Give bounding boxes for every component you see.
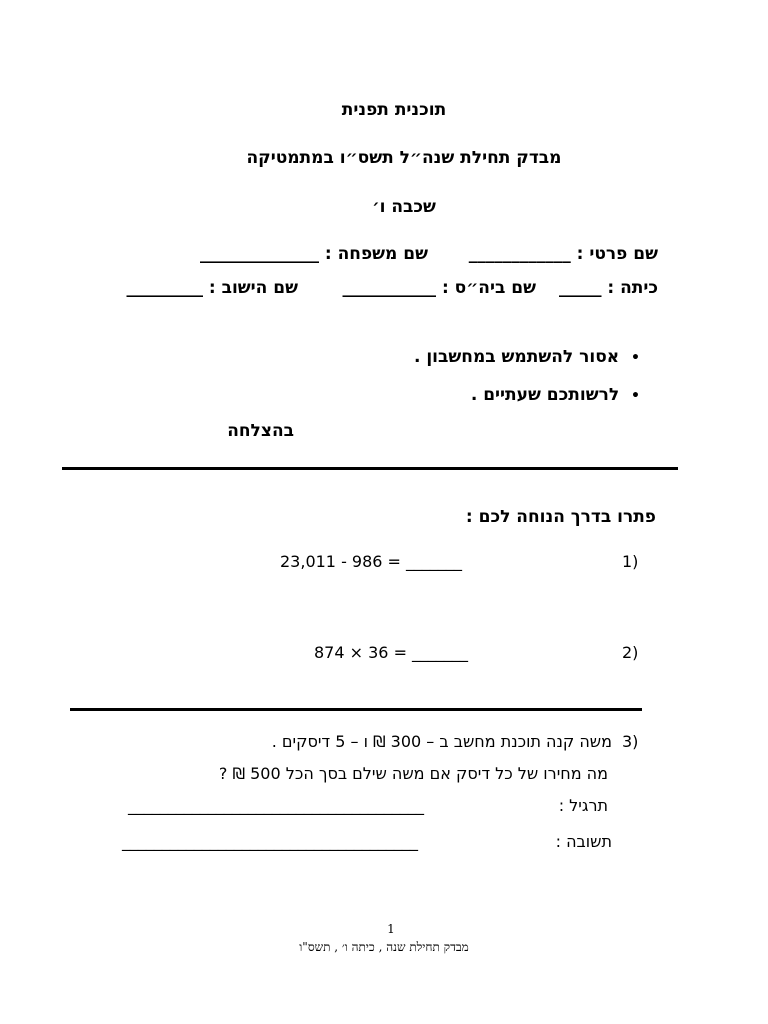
answer-label: תשובה : — [555, 832, 612, 851]
question-expression[interactable]: 23,011 - 986 = _______ — [280, 552, 463, 571]
word-problem-line: משה קנה תוכנת מחשב ב – 300 ₪ ו – 5 דיסקים . — [271, 732, 612, 751]
bullet-icon: • — [631, 388, 640, 404]
section-divider — [70, 708, 642, 711]
question-number: 2) — [622, 643, 639, 662]
answer-blank[interactable]: _____________________________________ — [122, 832, 418, 851]
footer-text: מבדק תחילת שנה , כיתה ו׳ , תשס"ו — [299, 940, 469, 954]
bullet-icon: • — [631, 350, 640, 366]
instruction-item — [414, 347, 640, 367]
last-name-field[interactable]: שם משפחה : ______________ — [199, 244, 428, 264]
page-number: 1 — [387, 922, 395, 936]
question-number: 3) — [622, 732, 639, 751]
good-luck-text: בהצלחה — [227, 421, 294, 441]
class-field[interactable]: כיתה : _____ — [558, 278, 658, 298]
instruction-text: לרשותכם שעתיים . — [470, 385, 620, 405]
page-title: תוכנית תפנית — [341, 100, 447, 120]
instruction-text: אסור להשתמש במחשבון . — [413, 347, 620, 367]
instruction-item — [471, 385, 640, 405]
exam-subtitle: מבדק תחילת שנה״ל תשס״ו במתמטיקה — [246, 148, 562, 168]
exercise-label: תרגיל : — [558, 796, 608, 815]
question-expression[interactable]: 874 × 36 = _______ — [314, 643, 469, 662]
word-problem-line: מה מחירו של כל דיסק אם משה שילם בסך הכל 500 ₪ ? — [218, 764, 608, 783]
first-name-field[interactable]: שם פרטי : ____________ — [468, 244, 658, 264]
school-field[interactable]: שם ביה״ס : ___________ — [342, 278, 536, 298]
grade-label: שכבה ו׳ — [372, 197, 436, 217]
exercise-blank[interactable]: _____________________________________ — [128, 796, 424, 815]
city-field[interactable]: שם הישוב : _________ — [126, 278, 298, 298]
question-number: 1) — [622, 552, 639, 571]
section-heading: פתרו בדרך הנוחה לכם : — [465, 507, 656, 527]
section-divider — [62, 467, 678, 470]
